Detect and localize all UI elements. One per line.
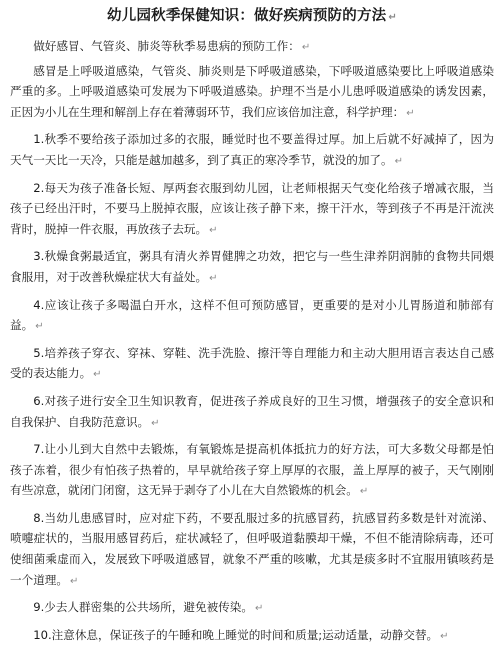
list-item-text: 9.少去人群密集的公共场所，避免被传染。 [33,600,253,615]
paragraph-text: 感冒是上呼吸道感染，气管炎、肺炎则是下呼吸道感染，下呼吸道感染要比上呼吸道感染严重的多。上呼吸道感染可发展为下呼吸道感染。护理不当是小儿患呼吸道感染的诱发因素，正因为小儿在生理和解剖上存在着薄弱环节，我们应该倍加注意，科学护理： [10,63,494,119]
paragraph-mark: ↵ [394,155,403,167]
list-item-text: 1.秋季不要给孩子添加过多的衣服，睡觉时也不要盖得过厚。加上后就不好减掉了，因为天气一天比一天冷，只能是越加越多，到了真正的寒冷季节，就没的加了。 [10,132,494,167]
document-title [10,6,494,28]
paragraph-mark: ↵ [406,107,415,119]
paragraph-mark: ↵ [151,417,160,429]
paragraph-mark: ↵ [35,321,44,333]
paragraph-mark: ↵ [301,42,311,53]
paragraph-mark: ↵ [388,12,397,23]
paragraph-mark: ↵ [359,486,369,498]
list-item [10,343,494,386]
paragraph-mark: ↵ [209,224,218,236]
paragraph-mark: ↵ [93,369,102,381]
body-paragraph [10,61,494,125]
list-item [10,246,494,289]
intro-paragraph [10,36,494,59]
list-item-text: 6.对孩子进行安全卫生知识教育，促进孩子养成良好的卫生习惯，增强孩子的安全意识和自我保护、自我防范意识。 [10,393,494,429]
title-text: 幼儿园秋季保健知识：做好疾病预防的方法 [107,8,387,24]
list-item-text: 10.注意休息，保证孩子的午睡和晚上睡觉的时间和质量;运动适量，动静交替。 [33,627,439,642]
list-item [10,391,494,434]
paragraph-mark: ↵ [69,575,79,587]
list-item [10,295,494,338]
list-item [10,129,494,172]
list-item-text: 5.培养孩子穿衣、穿袜、穿鞋、洗手洗脸、擦汗等自理能力和主动大胆用语言表达自己感受的表达能力。 [10,345,494,381]
list-item [10,439,494,503]
list-item-text: 2.每天为孩子准备长短、厚两套衣服到幼儿园，让老师根据天气变化给孩子增减衣服，当孩子已经出汗时，不要马上脱掉衣服，应该让孩子静下来，擦干汗水，等到孩子不再是汗流浃背时，脱掉一件衣服，再放孩子去玩。 [10,180,494,236]
paragraph-mark: ↵ [440,630,449,642]
list-item [10,597,494,620]
paragraph-mark: ↵ [209,272,218,284]
list-item-text: 8.当幼儿患感冒时，应对症下药，不要乱服过多的抗感冒药，抗感冒药多数是针对流涕、喷嚏症状的，当服用感冒药后，症状减轻了，但呼吸道黏膜却干燥，不但不能清除病毒，还可使细菌乘虚而入，发展致下呼吸道感冒，就象不严重的咳嗽，尤其是痰多时不宜服用镇咳药是一个道理。 [10,510,494,587]
list-item-text: 7.让小儿到大自然中去锻炼，有氧锻炼是提高机体抵抗力的好方法，可大多数父母都是怕孩子冻着，很少有怕孩子热着的，早早就给孩子穿上厚厚的衣服，盖上厚厚的被子，天气刚刚有些凉意，就闭门闭窗，这无异于剥夺了小儿在大自然锻炼的机会。 [10,442,494,498]
list-item [10,178,494,242]
list-item [10,625,494,647]
paragraph-mark: ↵ [254,603,264,615]
list-item [10,508,494,592]
intro-text: 做好感冒、气管炎、肺炎等秋季易患病的预防工作： [33,39,300,53]
list-item-text: 3.秋燥食粥最适宜，粥具有清火养胃健脾之功效，把它与一些生津养阴润肺的食物共同煨食服用，对于改善秋燥症状大有益处。 [10,249,494,284]
list-item-text: 4.应该让孩子多喝温白开水，这样不但可预防感冒，更重要的是对小儿胃肠道和肺部有益。 [10,297,494,333]
